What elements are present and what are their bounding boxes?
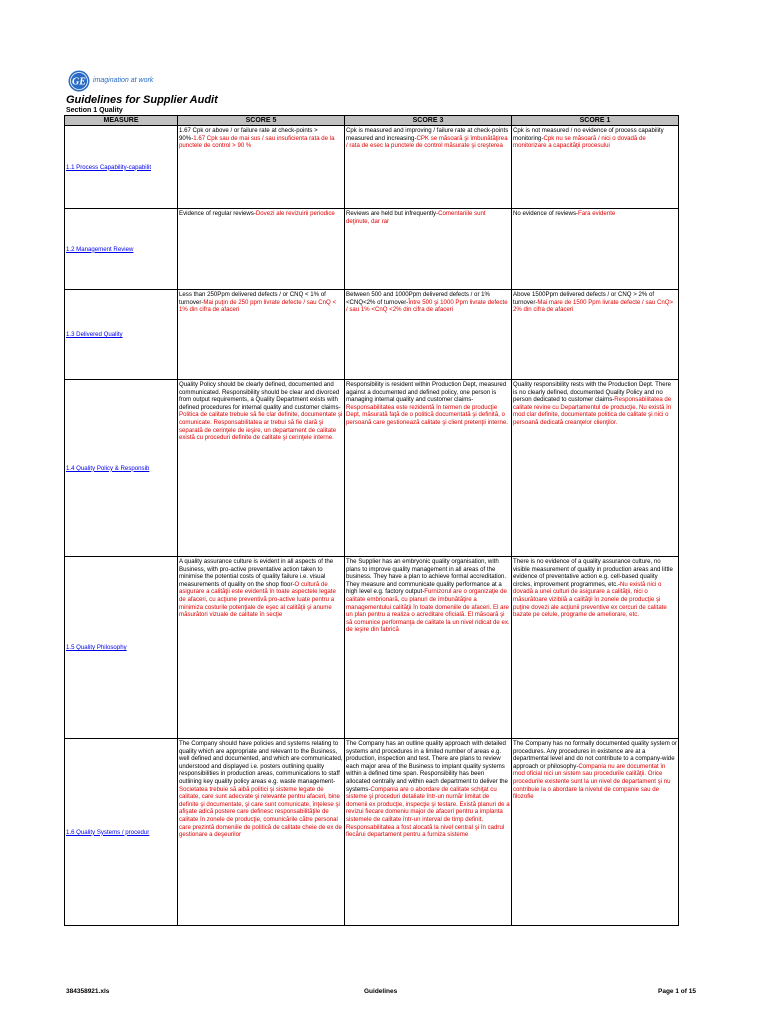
measure-cell [65,557,178,739]
header-score-5: SCORE 5 [178,116,345,126]
score-3-cell: Cpk is measured and improving / failure rate at check-points measured and increasing-CPK se măsoară şi îmbunătăţirea / rata de esec la punctele de control măsurate şi creşterea [345,126,512,209]
measure-link-delivered-quality[interactable]: 1.3 Delivered Quality [66,331,123,339]
measure-cell [65,290,178,380]
score-3-cell: The Supplier has an embryonic quality organisation, with plans to improve quality management in all areas of the business. They have a plan to achieve formal accreditation. They measure and communicate quality performance at a high level e.g. factory output-Furnizorul are o organizaţie de calitate embrionară, cu planuri de îmbunătăţire a managementului calităţii în toate domeniile de afaceri. El are un plan pentru a realiza o acreditare oficială. El măsoară şi să comunice performanţa de calitate la un nivel ridicat de ex. de ieşire din fabrică [345,557,512,739]
score-5-cell: The Company should have policies and systems relating to quality which are appropriate and relevant to the Business, well defined and documented, and which are communicated, understood and displayed i.e. posters outlining quality responsibilities in production areas, communications to staff outlining key quality policy areas e.g. waste management-Societatea trebuie să aibă politici şi sisteme legate de calitate, care sunt adecvate şi relevante pentru afaceri, bine definite şi documentate, şi care sunt comunicate, înţelese şi afişate adică postere care definesc responsabilităţile de calitate în zonele de producţie, comunicările către personal care prezintă domeniile de politică de calitate cheie de ex de gestionare a deşeurilor [178,739,345,926]
footer-page-number: Page 1 of 15 [658,988,696,995]
footer-filename: 384358921.xls [66,988,110,995]
table-header-row [65,116,679,126]
measure-link-quality-philosophy[interactable]: 1.5 Quality Philosophy [66,644,127,652]
score-5-cell: Quality Policy should be clearly defined, documented and communicated. Responsibility should be clear and divorced from output requirements, a Quality Department exists with defined procedures for internal quality and customer claims-Politica de calitate trebuie să fie clar definite, documentate şi comunicate. Responsabilitatea ar trebui să fie clară şi separată de cerinţele de ieşire, un departament de calitate există cu proceduri definite de calitate şi cerinţele interne. [178,380,345,557]
score-1-cell: Quality responsibility rests with the Production Dept. There is no clearly defined, documented Quality Policy and no person dedicated to customer claims-Responsabilitatea de calitate revine cu Departamentul de producţie. Nu există în mod clar definite, documentate politica de calitate şi nici o persoană dedicată creanţelor clienţilor. [512,380,679,557]
ge-logo [68,70,178,92]
section-title: Section 1 Quality [66,107,123,114]
measure-cell [65,380,178,557]
header-score-3: SCORE 3 [345,116,512,126]
brand-tagline: imagination at work [93,77,154,84]
header-measure: MEASURE [65,116,178,126]
svg-text:GE: GE [72,76,86,88]
score-1-cell: Cpk is not measured / no evidence of process capability monitoring-Cpk nu se măsoară / nici o dovadă de monitorizare a capacităţii procesului [512,126,679,209]
table-row [65,739,679,926]
score-1-cell: Above 1500Ppm delivered defects / or CNQ > 2% of turnover-Mai mare de 1500 Ppm livrate defecte / sau CnQ> 2% din cifra de afaceri [512,290,679,380]
measure-link-quality-policy[interactable]: 1.4 Quality Policy & Responsib [66,464,150,472]
score-3-cell: Between 500 and 1000Ppm delivered defects / or 1%<CNQ<2% of turnover-Între 500 şi 1000 Ppm livrate defecte / sau 1% <CnQ <2% din cifra de afaceri [345,290,512,380]
document-title: Guidelines for Supplier Audit [66,94,218,106]
table-row [65,126,679,209]
score-5-cell: A quality assurance culture is evident in all aspects of the Business, with pro-active preventative action taken to minimise the potential costs of quality failure i.e. visual measurements of quality on the shop floor-O cultură de asigurare a calităţii este evidentă în toate aspectele legate de afaceri, cu acţiune preventivă pro-active luate pentru a minimiza costurile potenţiale de eşec al calităţii şi anume măsurători vizuale de calitate în secţie [178,557,345,739]
measure-link-quality-systems[interactable]: 1.6 Quality Systems / procedur [66,828,150,836]
score-3-cell: Reviews are held but infrequently-Comentariile sunt deţinute, dar rar [345,209,512,290]
score-3-cell: Responsibility is resident within Production Dept, measured against a documented and defined policy, one person is managing internal quality and customer claims-Responsabilitatea este rezidentă în termen de producţie Dept, măsurată faţă de o politică documentată şi definită, o persoană care gestionează calitate şi client pretenţii interne. [345,380,512,557]
table-row [65,557,679,739]
header-score-1: SCORE 1 [512,116,679,126]
measure-link-process-capability[interactable]: 1.1 Process Capability-capabilit [66,163,152,171]
score-5-cell: 1.67 Cpk or above / or failure rate at check-points > 90%-1.67 Cpk sau de mai sus / sau insuficienta rata de la punctele de control > 90 % [178,126,345,209]
table-row [65,209,679,290]
score-1-cell: No evidence of reviews-Fara evidente [512,209,679,290]
measure-cell [65,739,178,926]
score-5-cell: Evidence of regular reviews-Dovezi ale revizuirii periodice [178,209,345,290]
measure-cell [65,126,178,209]
table-row [65,380,679,557]
supplier-audit-table [64,115,679,926]
score-5-cell: Less than 250Ppm delivered defects / or CNQ < 1% of turnover-Mai puţin de 250 ppm livrate defecte / sau CnQ < 1% din cifra de afaceri [178,290,345,380]
score-1-cell: The Company has no formally documented quality system or procedures. Any procedures in existence are at a departmental level and do not contribute to a company-wide approach or philosophy-Compania nu are documentat în mod oficial nici un sistem sau procedurile calităţii. Orice procedurile existente sunt la un nivel de departament şi nu contribuie la o abordare la nivelul de companie sau de filozofie [512,739,679,926]
score-3-cell: The Company has an outline quality approach with detailed systems and procedures in a limited number of areas e.g. production, inspection and test. There are plans to review each major area of the Business to implant quality systems within a defined time span. Responsibility has been allocated centrally and within each department to deliver the systems-Compania are o abordare de calitate schiţat cu sisteme şi proceduri detaliate într-un număr limitat de domenii ex producţie, inspecţie şi testare. Există planuri de a revizui fiecare domeniu major de afaceri pentru a implanta sistemele de calitate într-un interval de timp definit. Responsabilitatea a fost alocată la nivel central şi în cadrul fiecărui departament pentru a furniza sisteme [345,739,512,926]
score-1-cell: There is no evidence of a quality assurance culture, no visible measurement of quality in production areas and little evidence of preventative action e.g. cell-based quality circles, improvement programmes, etc.-Nu există nici o dovadă a unei culturi de asigurare a calităţii, nici o măsurătoare vizibilă a calităţii în zonele de producţie şi puţine dovezi ale acţiunii preventive ex cercuri de calitate bazate pe celule, programe de ameliorare, etc. [512,557,679,739]
table-row [65,290,679,380]
measure-link-management-review[interactable]: 1.2 Management Review [66,245,134,253]
measure-cell [65,209,178,290]
footer-sheet-name: Guidelines [364,988,398,995]
